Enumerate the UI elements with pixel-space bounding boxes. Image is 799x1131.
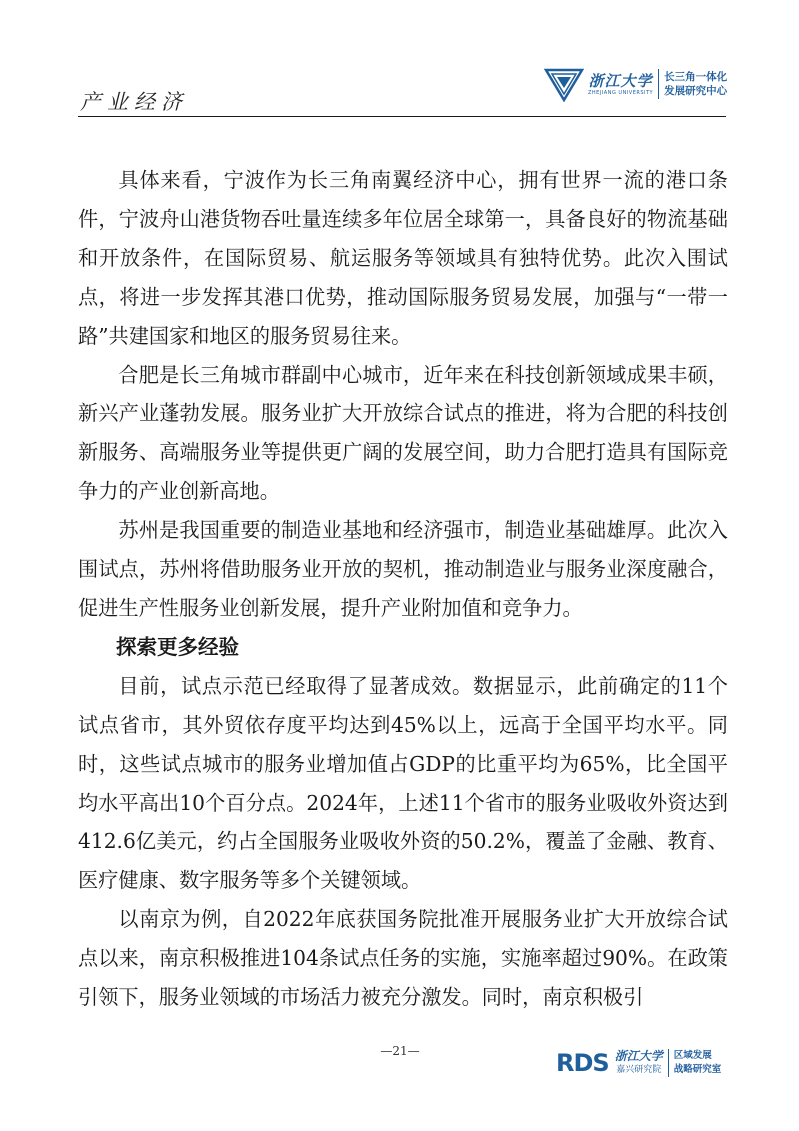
section-label: 产业经济 [80,90,188,114]
university-emblem-icon [544,66,584,102]
footer-university-name: 浙江大学 [614,1049,663,1063]
footer-office-line2: 战略研究室 [673,1064,722,1075]
center-name-line1: 长三角一体化 [664,71,728,83]
paragraph: 苏州是我国重要的制造业基地和经济强市，制造业基础雄厚。此次入围试点，苏州将借助服务业开放的契机，推动制造业与服务业深度融合，促进生产性服务业创新发展，提升产业附加值和竞争力。 [78,518,728,620]
university-name: 浙江大学 [588,72,653,90]
paragraph: 以南京为例，自2022年底获国务院批准开展服务业扩大开放综合试点以来，南京积极推进104条试点任务的实施，实施率超过90%。在政策引领下，服务业领域的市场活力被充分激发。同时，南京积极引 [78,907,728,1010]
university-english: ZHEJIANG UNIVERSITY [588,90,654,96]
logo-divider [658,69,659,99]
footer-institute-name: 嘉兴研究院 [616,1065,662,1075]
footer-logo-divider [668,1049,669,1077]
section-subheading: 探索更多经验 [116,634,239,659]
header-rule [78,116,726,117]
article-body [78,161,728,1017]
paragraph: 具体来看，宁波作为长三角南翼经济中心，拥有世界一流的港口条件，宁波舟山港货物吞吐量连续多年位居全球第一，具备良好的物流基础和开放条件，在国际贸易、航运服务等领域具有独特优势。此次入围试点，将进一步发挥其港口优势，推动国际服务贸易发展，加强与“一带一路”共建国家和地区的服务贸易往来。 [78,168,728,348]
rds-logo: RDS [556,1049,609,1077]
paragraph: 合肥是长三角城市群副中心城市，近年来在科技创新领域成果丰硕，新兴产业蓬勃发展。服务业扩大开放综合试点的推进，将为合肥的科技创新服务、高端服务业等提供更广阔的发展空间，助力合肥打造具有国际竞争力的产业创新高地。 [78,362,728,504]
page-number: —21— [380,1044,420,1058]
footer-office-line1: 区域发展 [673,1050,712,1061]
header-logo [544,64,734,104]
center-name-line2: 发展研究中心 [664,85,728,97]
paragraph: 目前，试点示范已经取得了显著成效。数据显示，此前确定的11个试点省市，其外贸依存度平均达到45%以上，远高于全国平均水平。同时，这些试点城市的服务业增加值占GDP的比重平均为65%，比全国平均水平高出10个百分点。2024年，上述11个省市的服务业吸收外资达到412.6亿美元，约占全国服务业吸收外资的50.2%，覆盖了金融、教育、医疗健康、数字服务等多个关键领域。 [78,673,728,893]
footer-logo [556,1046,732,1080]
